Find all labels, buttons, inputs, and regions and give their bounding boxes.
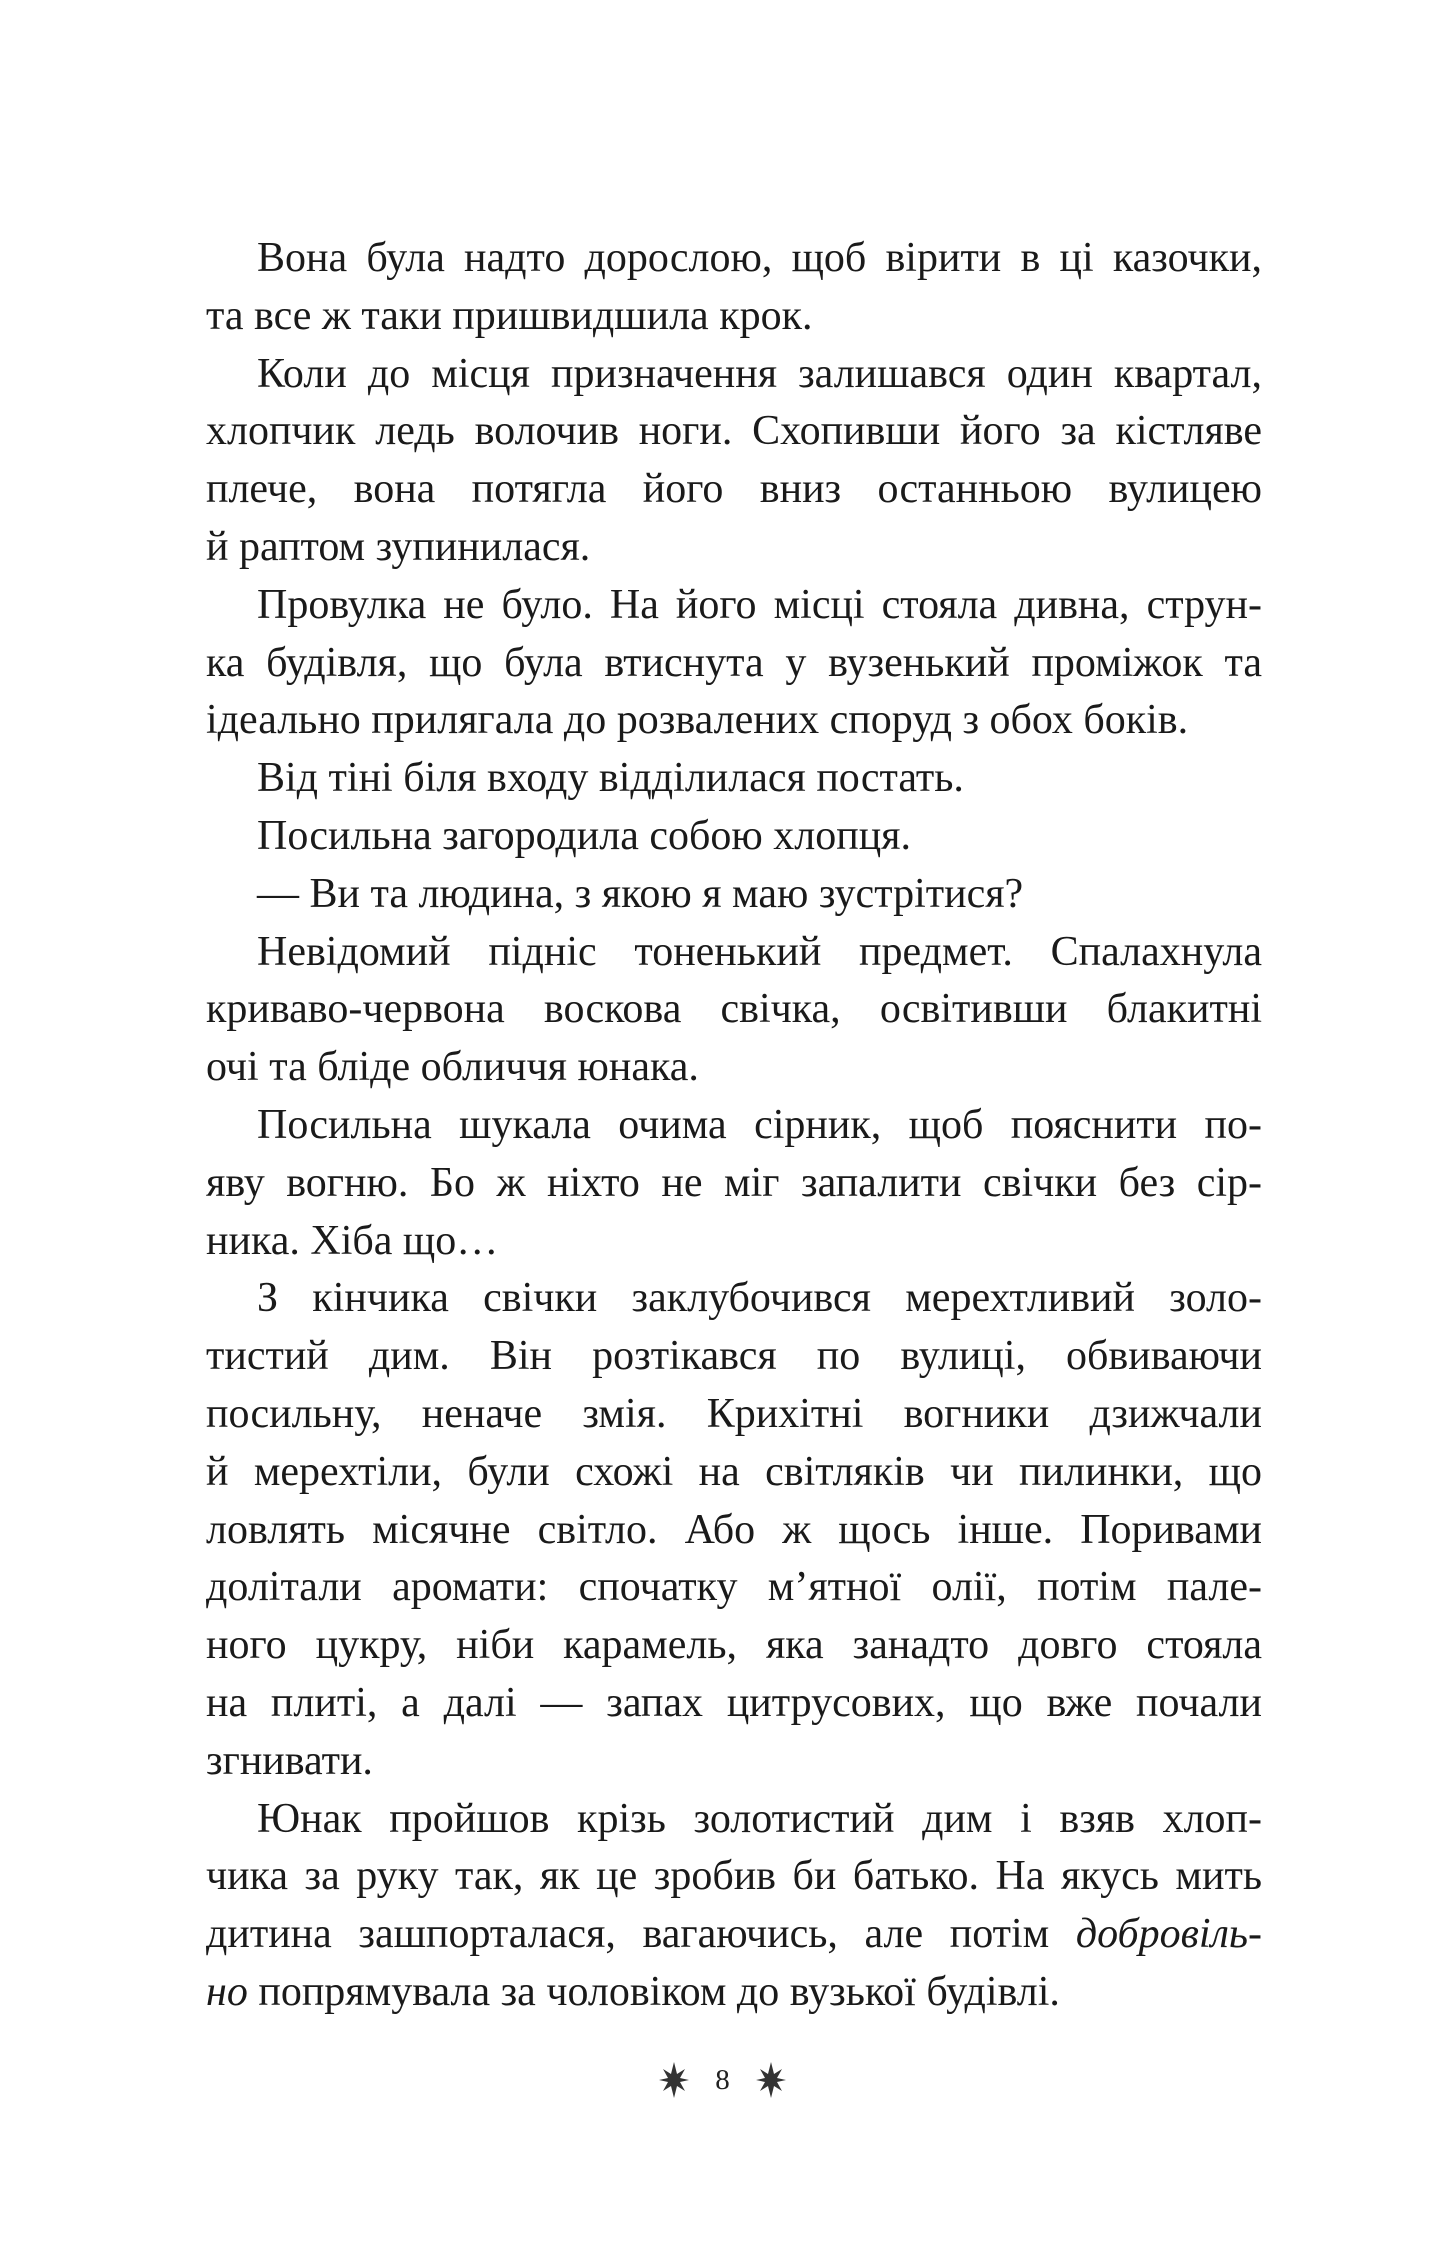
text-line bbox=[206, 1906, 1262, 1964]
text-line bbox=[206, 1791, 1262, 1849]
page-number: 8 bbox=[715, 2063, 730, 2096]
text-line bbox=[206, 403, 1262, 461]
text-line bbox=[206, 1964, 1262, 2022]
text-segment: посильну, неначе змія. Крихітні вогники дзижчали bbox=[206, 1390, 1262, 1437]
text-segment: криваво-червона воскова свічка, освітивши блакитні bbox=[206, 986, 1262, 1033]
text-segment: яву вогню. Бо ж ніхто не міг запалити свічки без сір- bbox=[206, 1159, 1262, 1206]
text-segment: згнивати. bbox=[206, 1737, 373, 1784]
text-line bbox=[206, 1617, 1262, 1675]
text-segment: й мерехтіли, були схожі на світляків чи пилинки, що bbox=[206, 1448, 1262, 1495]
text-segment: й раптом зупинилася. bbox=[206, 523, 591, 570]
text-segment: Невідомий підніс тоненький предмет. Спалахнула bbox=[257, 928, 1262, 975]
text-segment: Вона була надто дорослою, щоб вірити в ці казочки, bbox=[257, 235, 1262, 281]
text-line bbox=[206, 577, 1262, 635]
text-segment: ника. Хіба що… bbox=[206, 1217, 499, 1264]
text-segment: очі та бліде обличчя юнака. bbox=[206, 1044, 699, 1091]
text-line bbox=[206, 981, 1262, 1039]
text-segment: Коли до місця призначення залишався один квартал, bbox=[257, 350, 1262, 397]
text-line bbox=[206, 1559, 1262, 1617]
text-segment: ка будівля, що була втиснута у вузенький проміжок та bbox=[206, 639, 1262, 686]
text-line bbox=[206, 230, 1262, 288]
text-line bbox=[206, 1213, 1262, 1271]
text-line bbox=[206, 1675, 1262, 1733]
star-ornament-icon bbox=[756, 2062, 786, 2098]
text-segment: ловлять місячне світло. Або ж щось інше. Поривами bbox=[206, 1506, 1262, 1553]
body-text bbox=[206, 230, 1262, 2022]
text-line bbox=[206, 461, 1262, 519]
italic-text: добровіль- bbox=[1075, 1911, 1262, 1958]
text-line bbox=[206, 750, 1262, 808]
text-segment: ного цукру, ніби карамель, яка занадто довго стояла bbox=[206, 1622, 1262, 1669]
text-line bbox=[206, 1386, 1262, 1444]
text-line bbox=[206, 1097, 1262, 1155]
text-line bbox=[206, 924, 1262, 982]
text-segment: Юнак пройшов крізь золотистий дим і взяв хлоп- bbox=[257, 1795, 1262, 1842]
text-segment: на плиті, а далі — запах цитрусових, що вже почали bbox=[206, 1679, 1262, 1726]
text-line bbox=[206, 1733, 1262, 1791]
text-line bbox=[206, 1848, 1262, 1906]
text-line bbox=[206, 1502, 1262, 1560]
page-footer bbox=[0, 2058, 1445, 2102]
text-segment: Посильна шукала очима сірник, щоб пояснити по- bbox=[257, 1101, 1262, 1148]
italic-text: но bbox=[206, 1968, 248, 2015]
text-line bbox=[206, 808, 1262, 866]
text-line bbox=[206, 1155, 1262, 1213]
text-segment: попрямувала за чоловіком до вузької будівлі. bbox=[247, 1968, 1060, 2015]
text-line bbox=[206, 1039, 1262, 1097]
text-segment: Провулка не було. На його місці стояла дивна, струн- bbox=[257, 581, 1262, 628]
text-segment: дитина зашпорталася, вагаючись, але потім bbox=[206, 1911, 1076, 1958]
text-segment: плече, вона потягла його вниз останньою вулицею bbox=[206, 466, 1262, 513]
text-line bbox=[206, 1328, 1262, 1386]
text-line bbox=[206, 288, 1262, 346]
text-segment: — Ви та людина, з якою я маю зустрітися? bbox=[257, 870, 1024, 917]
text-segment: тистий дим. Він розтікався по вулиці, обвиваючи bbox=[206, 1333, 1262, 1380]
text-line bbox=[206, 635, 1262, 693]
text-line bbox=[206, 519, 1262, 577]
text-line bbox=[206, 866, 1262, 924]
text-line bbox=[206, 1270, 1262, 1328]
text-segment: Від тіні біля входу відділилася постать. bbox=[257, 755, 964, 802]
text-segment: чика за руку так, як це зробив би батько. На якусь мить bbox=[206, 1853, 1262, 1900]
text-segment: долітали аромати: спочатку м’ятної олії, потім пале- bbox=[206, 1564, 1262, 1611]
paragraph-lines bbox=[206, 230, 1262, 1906]
star-ornament-icon bbox=[659, 2062, 689, 2098]
text-line bbox=[206, 346, 1262, 404]
text-segment: та все ж таки пришвидшила крок. bbox=[206, 292, 813, 339]
text-segment: Посильна загородила собою хлопця. bbox=[257, 812, 911, 859]
text-segment: хлопчик ледь волочив ноги. Схопивши його за кістляве bbox=[206, 408, 1262, 455]
text-segment: ідеально прилягала до розвалених споруд з обох боків. bbox=[206, 697, 1189, 744]
text-line bbox=[206, 1444, 1262, 1502]
text-segment: З кінчика свічки заклубочився мерехтливий золо- bbox=[257, 1275, 1262, 1322]
text-line bbox=[206, 692, 1262, 750]
